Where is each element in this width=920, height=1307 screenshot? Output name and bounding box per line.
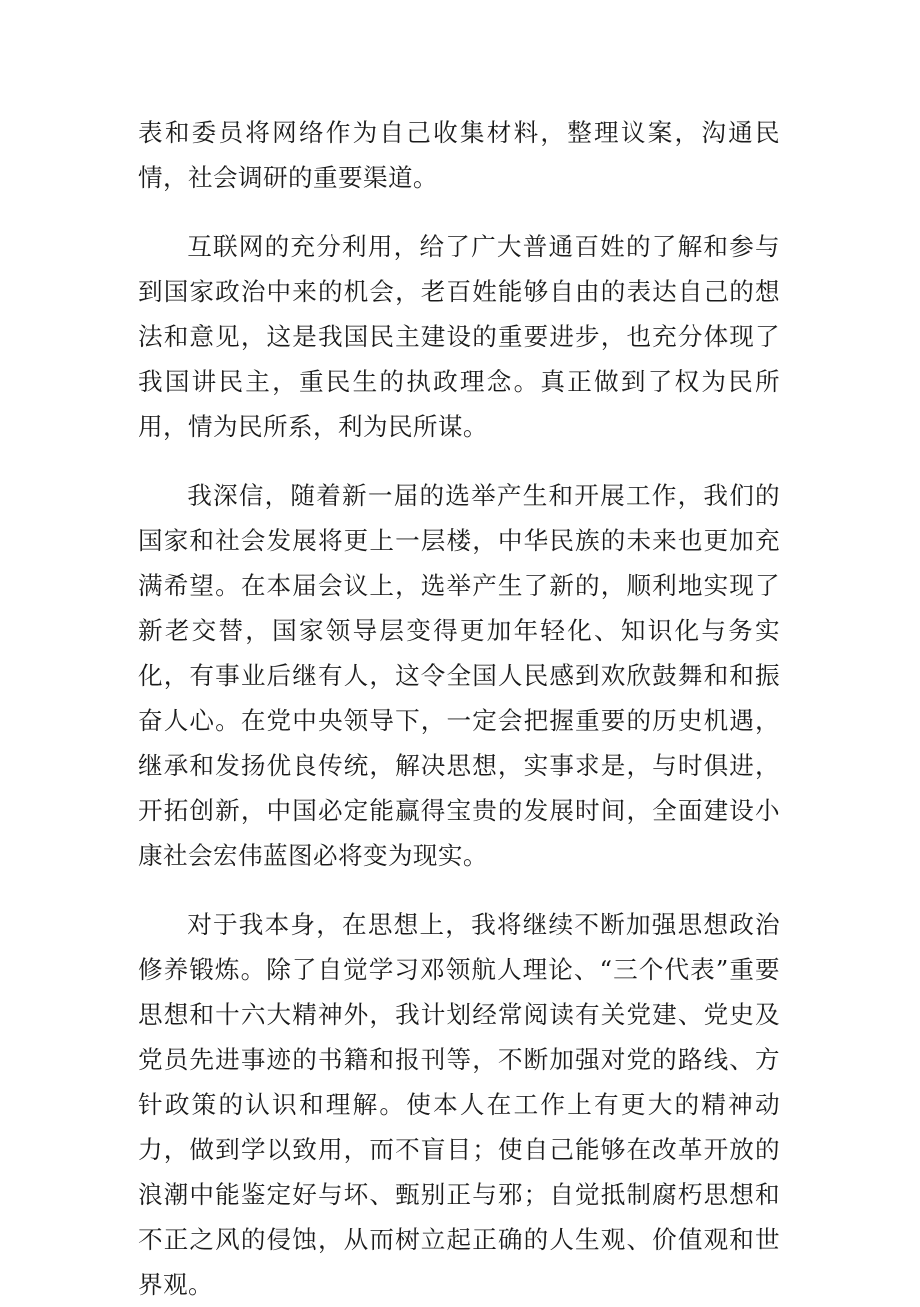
document-body [138,110,780,1307]
paragraph-personal: 对于我本身，在思想上，我将继续不断加强思想政治修养锻炼。除了自觉学习邓领航人理论、“三个代表”重要思想和十六大精神外，我计划经常阅读有关党建、党史及党员先进事迹的书籍和报刊等，不断加强对党的路线、方针政策的认识和理解。使本人在工作上有更大的精神动力，做到学以致用，而不盲目；使自己能够在改革开放的浪潮中能鉴定好与坏、甄别正与邪；自觉抵制腐朽思想和不正之风的侵蚀，从而树立起正确的人生观、价值观和世界观。 [138,910,780,1299]
paragraph-continuation: 表和委员将网络作为自己收集材料，整理议案，沟通民情，社会调研的重要渠道。 [138,118,780,192]
paragraph-belief: 我深信，随着新一届的选举产生和开展工作，我们的国家和社会发展将更上一层楼，中华民族的未来也更加充满希望。在本届会议上，选举产生了新的，顺利地实现了新老交替，国家领导层变得更加年轻化、知识化与务实化，有事业后继有人，这令全国人民感到欢欣鼓舞和和振奋人心。在党中央领导下，一定会把握重要的历史机遇，继承和发扬优良传统，解决思想，实事求是，与时俱进，开拓创新，中国必定能赢得宝贵的发展时间，全面建设小康社会宏伟蓝图必将变为现实。 [138,481,780,870]
paragraph-internet: 互联网的充分利用，给了广大普通百姓的了解和参与到国家政治中来的机会，老百姓能够自由的表达自己的想法和意见，这是我国民主建设的重要进步，也充分体现了我国讲民主，重民生的执政理念。真正做到了权为民所用，情为民所系，利为民所谋。 [138,232,780,441]
